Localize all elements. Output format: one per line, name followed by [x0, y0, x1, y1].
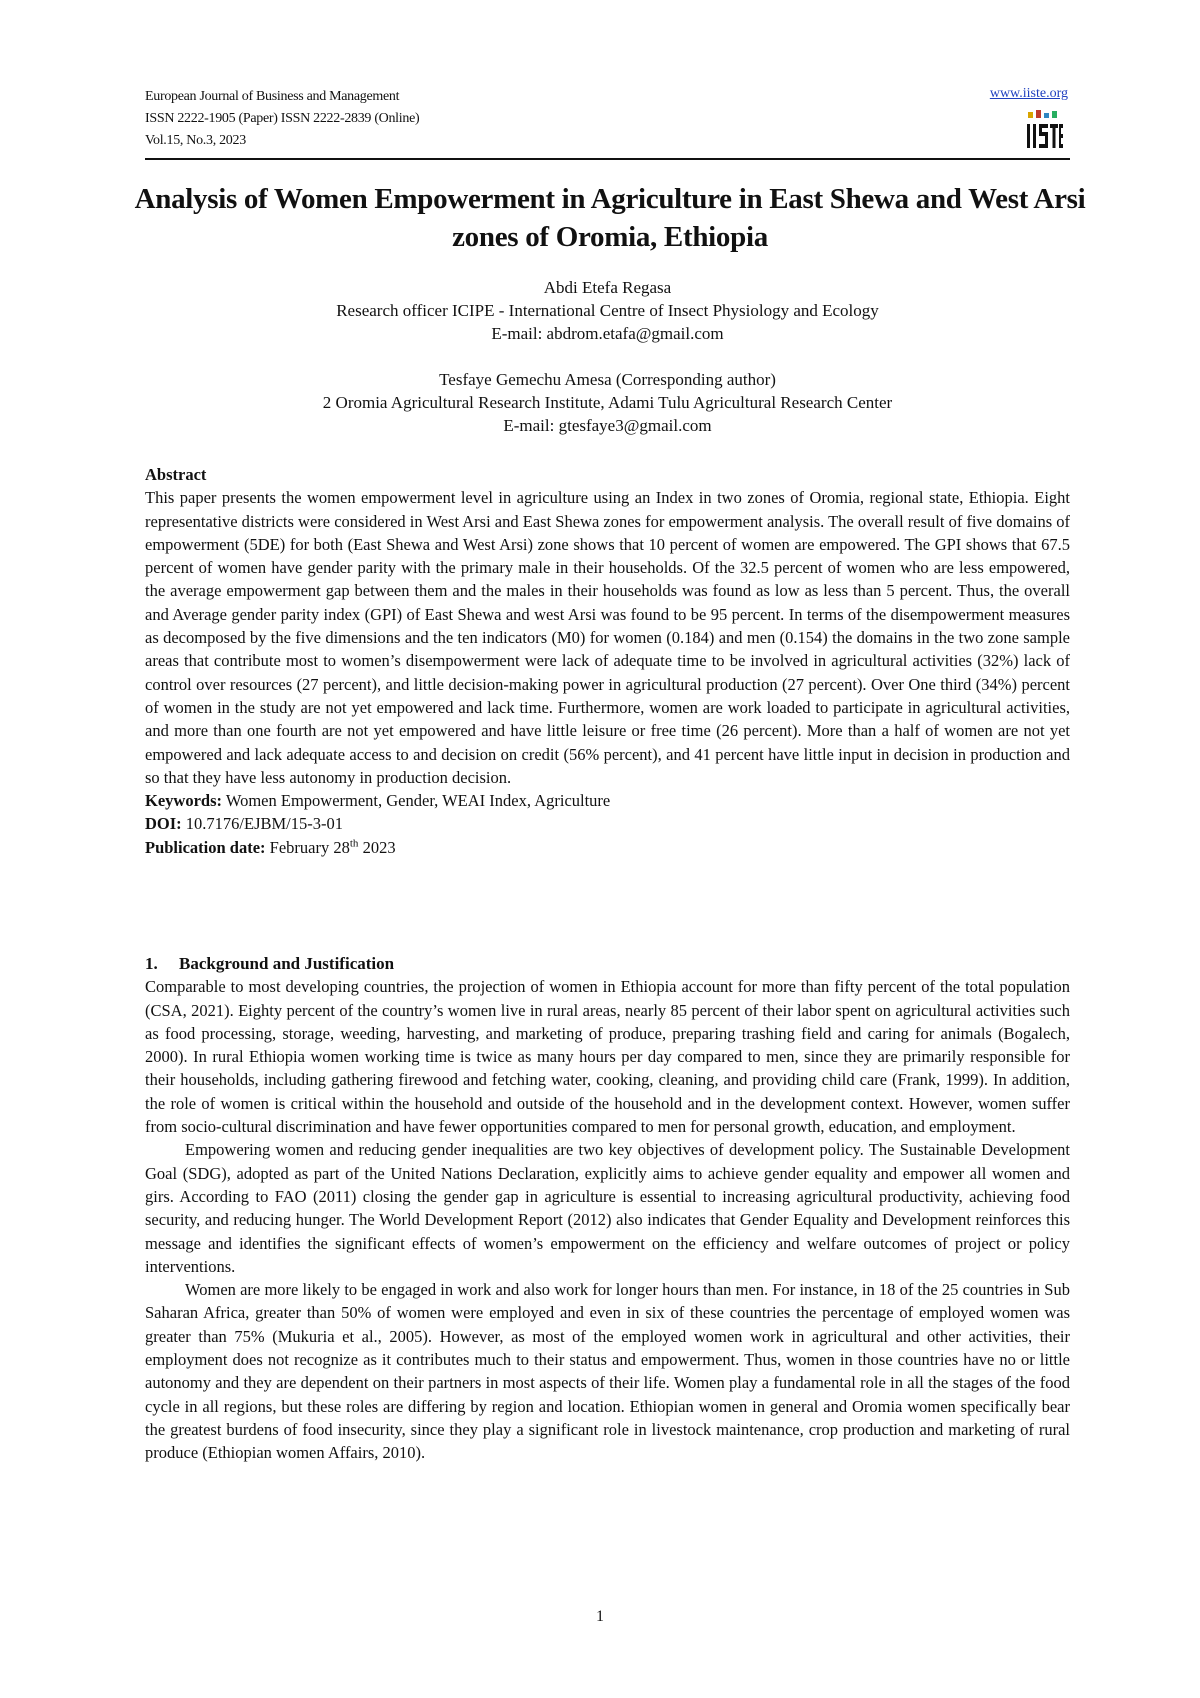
- paper-title: Analysis of Women Empowerment in Agriculture in East Shewa and West Arsi zones of Oromia, Ethiopia: [134, 183, 1086, 253]
- author-email: E-mail: abdrom.etafa@gmail.com: [491, 324, 724, 343]
- publication-date-year: 2023: [362, 837, 396, 857]
- author-affiliation: Research officer ICIPE - International Centre of Insect Physiology and Ecology: [336, 301, 879, 320]
- doi-value: 10.7176/EJBM/15-3-01: [185, 814, 344, 834]
- author-name: Abdi Etefa Regasa: [543, 278, 672, 297]
- section-paragraph: Comparable to most developing countries, the projection of women in Ethiopia account for more than fifty percent of the total population (CSA, 2021). Eighty percent of the country’s women live in rural areas, nearly 85 percent of their labor spent on agricultural activities such as food processing, storage, weeding, harvesting, and marketing of produce, preparing trashing field and caring for animals (Bogalech, 2000). In rural Ethiopia women working time is twice as many hours per day compared to men, since they are primarily responsible for their households, including gathering firewood and fetching water, cooking, cleaning, and providing child care (Frank, 1999). In addition, the role of women is critical within the household and outside of the household and in the development context. However, women suffer from socio-cultural discrimination and have fewer opportunities compared to men for personal growth, education, and employment.: [145, 977, 1070, 1137]
- website-link[interactable]: www.iiste.org: [989, 86, 1068, 101]
- keywords-value: Women Empowerment, Gender, WEAI Index, Agriculture: [225, 791, 611, 811]
- iiste-logo-icon: [1024, 108, 1064, 152]
- journal-volume: Vol.15, No.3, 2023: [145, 133, 246, 148]
- publication-date-value: February 28: [269, 837, 350, 857]
- section-heading: [145, 952, 1070, 975]
- section-paragraph: Women are more likely to be engaged in work and also work for longer hours than men. For instance, in 18 of the 25 countries in Sub Saharan Africa, greater than 50% of women were employed and even in six of these countries the percentage of employed women was greater than 75% (Mukuria et al., 2005). However, as most of the employed women work in agricultural and other activities, their employment does not recognize as it contributes much to their status and empowerment. Thus, women in those countries have no or little autonomy and they are dependent on their partners in most aspects of their life. Women play a fundamental role in all the stages of the food cycle in all regions, but these roles are differing by region and location. Ethiopian women in general and Oromia women specifically bear the greatest burdens of food insecurity, since they play a significant role in livestock maintenance, crop production and marketing of rural produce (Ethiopian women Affairs, 2010).: [145, 1280, 1070, 1463]
- doi-label: DOI:: [145, 814, 182, 834]
- abstract-text: This paper presents the women empowerment level in agriculture using an Index in two zones of Oromia, regional state, Ethiopia. Eight representative districts were considered in West Arsi and East Shewa zones for empowerment analysis. The overall result of five domains of empowerment (5DE) for both (East Shewa and West Arsi) zone shows that 10 percent of women are empowered. The GPI shows that 67.5 percent of women have gender parity with the primary male in their households. Of the 32.5 percent of women who are less empowered, the average empowerment gap between them and the males in their households was found as low as less than 5 percent. Thus, the overall and Average gender parity index (GPI) of East Shewa and west Arsi was found to be 95 percent. In terms of the disempowerment measures as decomposed by the five dimensions and the ten indicators (M0) for women (0.184) and men (0.154) the domains in the two zone sample areas that contribute most to women’s disempowerment were lack of adequate time to be involved in agricultural activities (32%) lack of control over resources (27 percent), and little decision-making power in agricultural production (27 percent). Over One third (34%) percent of women in the study are not yet empowered and lack time. Furthermore, women are work loaded to participate in agricultural activities, and more than one fourth are not yet empowered and have little leisure or free time (26 percent). More than a half of women are not yet empowered and lack adequate access to and decision on credit (56% percent), and 41 percent have little input in decision in production and so that they have less autonomy in production decision.: [145, 488, 1070, 787]
- author-affiliation: 2 Oromia Agricultural Research Institute, Adami Tulu Agricultural Research Center: [322, 393, 893, 412]
- author-name: Tesfaye Gemechu Amesa (Corresponding author): [439, 370, 776, 389]
- background-section: [145, 952, 1070, 1465]
- keywords-line: [145, 789, 1070, 812]
- doi-line: [145, 812, 1070, 835]
- publication-date-label: Publication date:: [145, 837, 266, 857]
- abstract-section: [145, 463, 1070, 859]
- section-title: Background and Justification: [179, 954, 395, 973]
- journal-website: [990, 86, 1068, 102]
- journal-header: [145, 86, 419, 152]
- author-block: [145, 276, 1070, 437]
- abstract-heading: Abstract: [145, 465, 207, 484]
- publication-date-line: [145, 836, 1070, 859]
- publication-date-sup: th: [349, 837, 359, 850]
- keywords-label: Keywords:: [145, 791, 222, 811]
- journal-issn: ISSN 2222-1905 (Paper) ISSN 2222-2839 (Online): [145, 111, 420, 126]
- section-paragraph: Empowering women and reducing gender inequalities are two key objectives of development policy. The Sustainable Development Goal (SDG), adopted as part of the United Nations Declaration, explicitly aims to achieve gender equality and empower all women and girs. According to FAO (2011) closing the gender gap in agriculture is essential to increasing agricultural productivity, achieving food security, and reducing hunger. The World Development Report (2012) also indicates that Gender Equality and Development reinforces this message and identifies the significant effects of women’s empowerment on the efficiency and welfare outcomes of project or policy interventions.: [145, 1140, 1070, 1276]
- author-email: E-mail: gtesfaye3@gmail.com: [503, 416, 712, 435]
- section-number: 1.: [145, 954, 158, 973]
- header-rule: [145, 158, 1070, 160]
- journal-name: European Journal of Business and Management: [145, 89, 400, 104]
- page-number: 1: [596, 1608, 604, 1625]
